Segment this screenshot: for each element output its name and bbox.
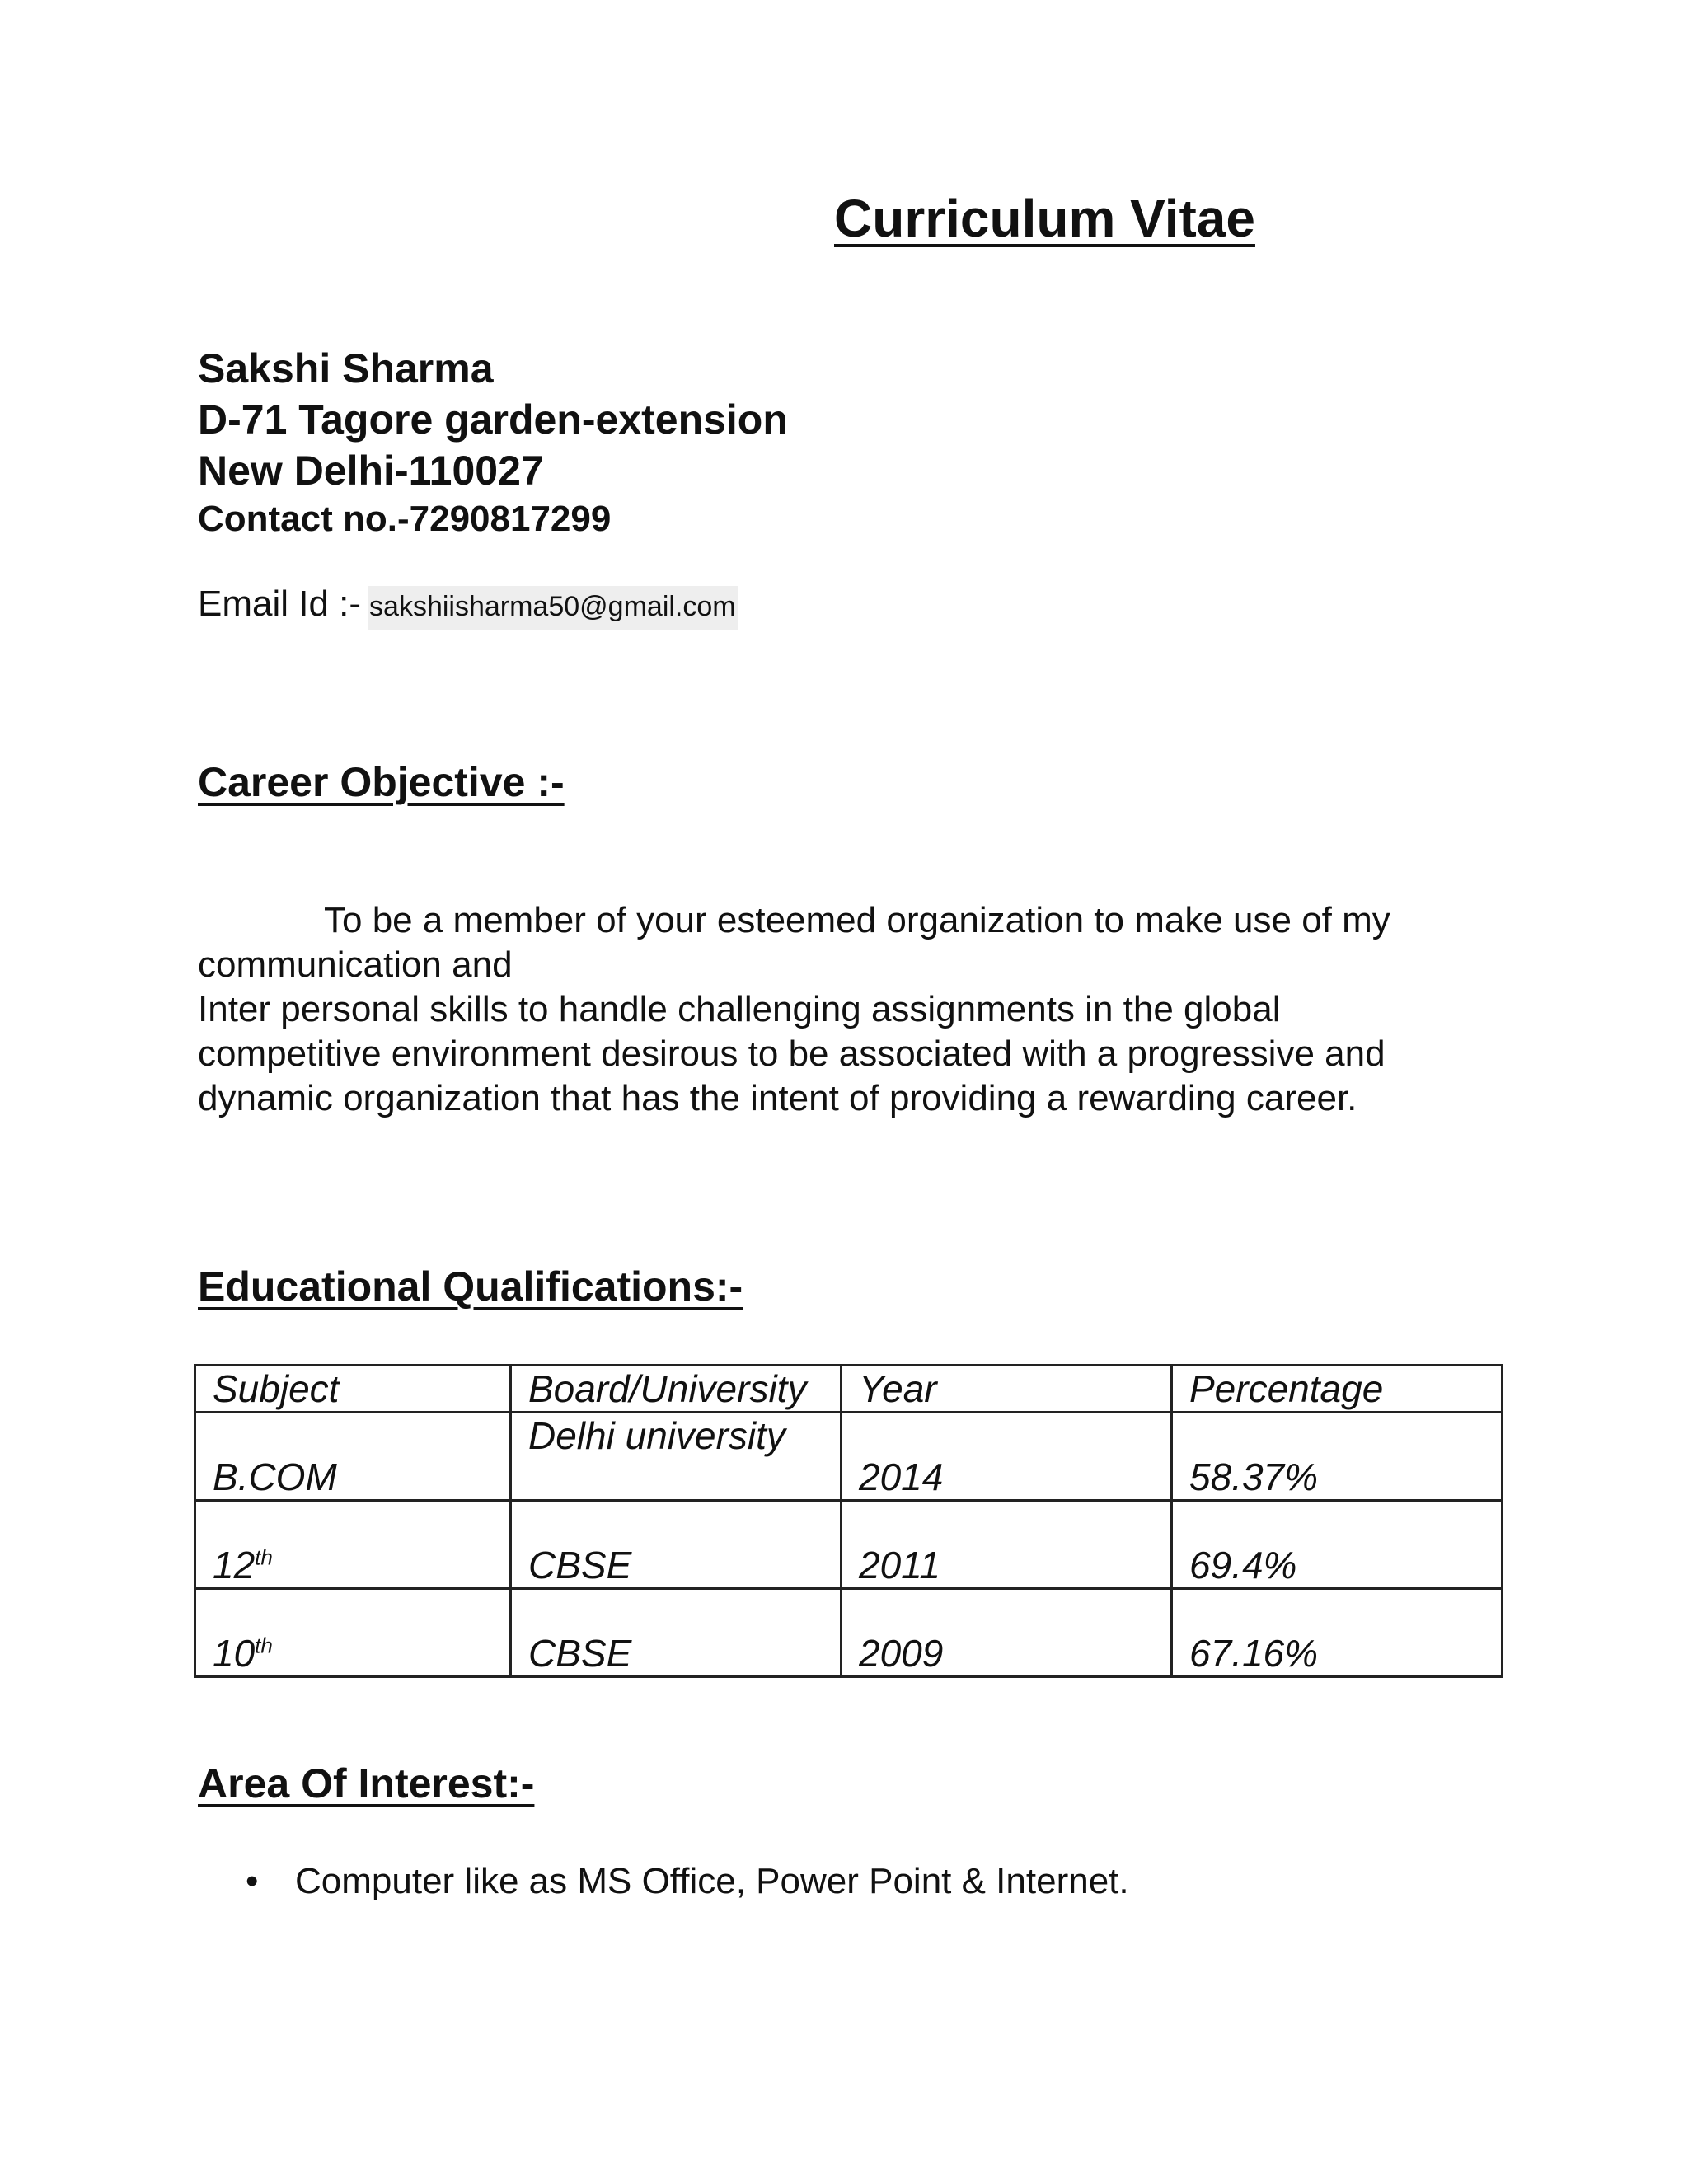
email-row	[198, 583, 738, 630]
objective-line: communication and	[198, 944, 513, 985]
column-header-subject: Subject	[195, 1366, 511, 1413]
table-header-row	[195, 1366, 1503, 1413]
address-line-1: D-71 Tagore garden-extension	[198, 396, 788, 443]
column-header-percentage: Percentage	[1172, 1366, 1503, 1413]
email-label: Email Id :-	[198, 583, 362, 624]
list-item	[246, 1861, 1129, 1902]
cell-board: CBSE	[511, 1589, 842, 1677]
contact-number: Contact no.-7290817299	[198, 499, 612, 539]
cell-percentage: 67.16%	[1172, 1589, 1503, 1677]
objective-line: Inter personal skills to handle challenging assignments in the global	[198, 989, 1281, 1029]
table-row	[195, 1413, 1503, 1501]
career-objective-heading: Career Objective :-	[198, 759, 565, 805]
interest-heading: Area Of Interest:-	[198, 1760, 535, 1807]
column-header-board: Board/University	[511, 1366, 842, 1413]
cell-year: 2014	[842, 1413, 1172, 1501]
email-link[interactable]: sakshiisharma50@gmail.com	[368, 586, 738, 630]
education-table	[194, 1364, 1503, 1678]
contact-block	[198, 343, 788, 542]
education-heading: Educational Qualifications:-	[198, 1263, 743, 1310]
column-header-year: Year	[842, 1366, 1172, 1413]
cell-subject: 12th	[195, 1501, 511, 1589]
cell-board: CBSE	[511, 1501, 842, 1589]
career-objective-text	[198, 898, 1484, 1121]
cell-year: 2009	[842, 1589, 1172, 1677]
table-row	[195, 1501, 1503, 1589]
cell-board: Delhi university	[511, 1413, 842, 1501]
address-line-2: New Delhi-110027	[198, 448, 544, 494]
cell-year: 2011	[842, 1501, 1172, 1589]
cell-subject: 10th	[195, 1589, 511, 1677]
bullet-icon: •	[246, 1861, 259, 1901]
objective-line: To be a member of your esteemed organization to make use of my	[324, 900, 1390, 940]
objective-line: competitive environment desirous to be associated with a progressive and	[198, 1033, 1386, 1074]
objective-line: dynamic organization that has the intent of providing a rewarding career.	[198, 1078, 1357, 1118]
table-row	[195, 1589, 1503, 1677]
candidate-name: Sakshi Sharma	[198, 345, 494, 391]
cell-percentage: 58.37%	[1172, 1413, 1503, 1501]
cell-subject: B.COM	[195, 1413, 511, 1501]
interest-item-text: Computer like as MS Office, Power Point & Internet.	[295, 1861, 1129, 1901]
cell-percentage: 69.4%	[1172, 1501, 1503, 1589]
document-title: Curriculum Vitae	[834, 189, 1255, 248]
